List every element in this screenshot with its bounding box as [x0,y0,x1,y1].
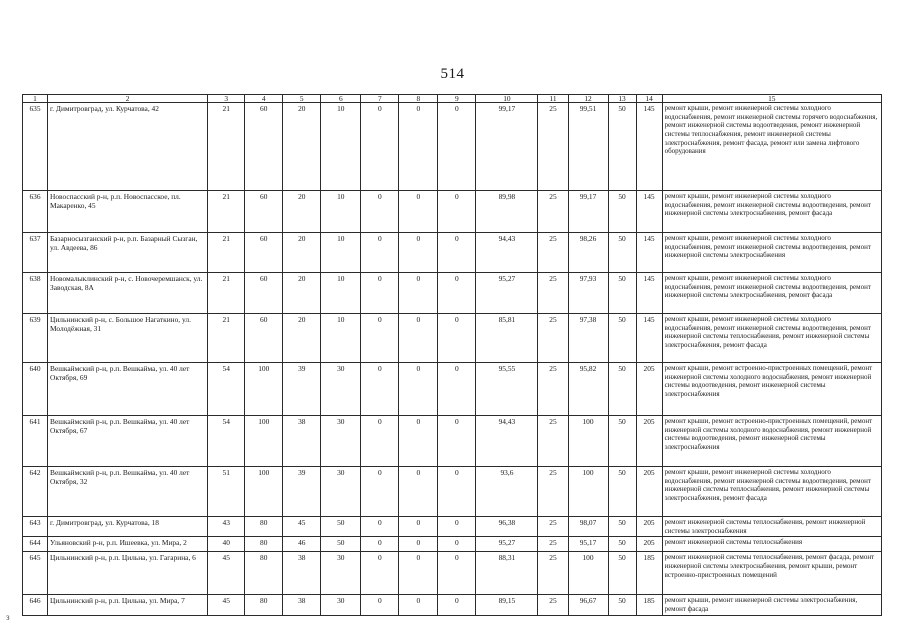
value-cell: 51 [208,467,245,517]
value-cell: 0 [438,191,476,233]
table-body [23,103,882,615]
row-number-cell: 646 [23,595,48,615]
value-cell: 40 [208,537,245,552]
value-cell: 100 [245,467,283,517]
value-cell: 95,55 [476,363,538,416]
value-cell: 60 [245,191,283,233]
value-cell: 0 [399,416,438,467]
value-cell: 185 [636,595,662,615]
value-cell: 0 [438,233,476,273]
value-cell: 10 [321,273,361,314]
value-cell: 25 [538,416,568,467]
address-cell: Цильнинский р-н, с. Большое Нагаткино, ул. Молодёжная, 31 [48,314,208,363]
value-cell: 0 [438,552,476,595]
value-cell: 38 [283,595,321,615]
address-cell: г. Димитровград, ул. Курчатова, 18 [48,517,208,537]
row-number-cell: 642 [23,467,48,517]
value-cell: 95,17 [568,537,608,552]
value-cell: 54 [208,363,245,416]
row-number-cell: 645 [23,552,48,595]
value-cell: 96,67 [568,595,608,615]
value-cell: 0 [438,517,476,537]
table-row [23,314,882,363]
works-cell: ремонт крыши, ремонт инженерной системы холодного водоснабжения, ремонт инженерной системы водоотведения, ремонт инженерной системы теплоснабжения, ремонт инженерной системы электроснабжения, ремонт фасада [662,314,881,363]
value-cell: 10 [321,233,361,273]
value-cell: 25 [538,517,568,537]
value-cell: 0 [399,103,438,191]
value-cell: 0 [399,233,438,273]
value-cell: 85,81 [476,314,538,363]
value-cell: 21 [208,233,245,273]
works-cell: ремонт крыши, ремонт инженерной системы холодного водоснабжения, ремонт инженерной системы водоотведения, ремонт инженерной системы электроснабжения, ремонт фасада [662,191,881,233]
address-cell: Новоспасский р-н, р.п. Новоспасское, пл. Макаренко, 45 [48,191,208,233]
column-header-7: 7 [361,95,399,103]
column-header-2: 2 [48,95,208,103]
value-cell: 45 [208,595,245,615]
value-cell: 0 [361,595,399,615]
value-cell: 54 [208,416,245,467]
value-cell: 50 [608,552,636,595]
value-cell: 145 [636,191,662,233]
row-number-cell: 644 [23,537,48,552]
table-row [23,467,882,517]
works-cell: ремонт крыши, ремонт инженерной системы холодного водоснабжения, ремонт инженерной системы водоотведения, ремонт инженерной системы электроснабжения, ремонт фасада [662,273,881,314]
value-cell: 50 [608,103,636,191]
column-header-1: 1 [23,95,48,103]
value-cell: 99,17 [476,103,538,191]
value-cell: 20 [283,103,321,191]
value-cell: 25 [538,595,568,615]
value-cell: 50 [608,314,636,363]
value-cell: 205 [636,363,662,416]
value-cell: 60 [245,233,283,273]
value-cell: 145 [636,233,662,273]
value-cell: 0 [361,191,399,233]
value-cell: 60 [245,103,283,191]
row-number-cell: 638 [23,273,48,314]
row-number-cell: 643 [23,517,48,537]
value-cell: 0 [361,517,399,537]
value-cell: 98,26 [568,233,608,273]
table-row [23,233,882,273]
value-cell: 0 [438,103,476,191]
value-cell: 20 [283,314,321,363]
value-cell: 0 [438,314,476,363]
value-cell: 25 [538,363,568,416]
row-number-cell: 635 [23,103,48,191]
value-cell: 60 [245,273,283,314]
address-cell: Цильнинский р-н, р.п. Цильна, ул. Мира, 7 [48,595,208,615]
value-cell: 97,38 [568,314,608,363]
row-number-cell: 639 [23,314,48,363]
value-cell: 96,38 [476,517,538,537]
value-cell: 80 [245,595,283,615]
value-cell: 100 [568,552,608,595]
value-cell: 0 [399,314,438,363]
value-cell: 100 [245,416,283,467]
value-cell: 0 [399,595,438,615]
address-cell: Базарносызганский р-н, р.п. Базарный Сызган, ул. Авдеева, 86 [48,233,208,273]
table-row [23,363,882,416]
address-cell: Вешкаймский р-н, р.п. Вешкайма, ул. 40 лет Октября, 67 [48,416,208,467]
value-cell: 50 [608,595,636,615]
value-cell: 0 [361,233,399,273]
value-cell: 145 [636,273,662,314]
value-cell: 30 [321,363,361,416]
value-cell: 99,51 [568,103,608,191]
value-cell: 25 [538,273,568,314]
value-cell: 80 [245,552,283,595]
value-cell: 205 [636,416,662,467]
address-cell: Ульяновский р-н, р.п. Ишеевка, ул. Мира, 2 [48,537,208,552]
table-row [23,191,882,233]
value-cell: 0 [399,191,438,233]
value-cell: 100 [245,363,283,416]
value-cell: 0 [361,273,399,314]
value-cell: 145 [636,103,662,191]
column-header-8: 8 [399,95,438,103]
value-cell: 21 [208,103,245,191]
value-cell: 98,07 [568,517,608,537]
value-cell: 50 [608,537,636,552]
column-header-3: 3 [208,95,245,103]
repair-registry-table [22,94,882,616]
value-cell: 50 [608,273,636,314]
value-cell: 50 [608,191,636,233]
value-cell: 95,82 [568,363,608,416]
value-cell: 88,31 [476,552,538,595]
value-cell: 0 [438,595,476,615]
value-cell: 10 [321,103,361,191]
works-cell: ремонт инженерной системы теплоснабжения, ремонт фасада, ремонт инженерной системы электроснабжения, ремонт крыши, ремонт встроенно-пристроенных помещений [662,552,881,595]
column-header-5: 5 [283,95,321,103]
works-cell: ремонт крыши, ремонт инженерной системы холодного водоснабжения, ремонт инженерной системы горячего водоснабжения, ремонт инженерной системы водоотведения, ремонт инженерной системы теплоснабжения, ремонт инженерной системы электроснабжения, ремонт фасада, ремонт или замена лифтового оборудования [662,103,881,191]
value-cell: 0 [438,416,476,467]
value-cell: 97,93 [568,273,608,314]
value-cell: 21 [208,314,245,363]
works-cell: ремонт крыши, ремонт встроенно-пристроенных помещений, ремонт инженерной системы холодного водоснабжения, ремонт инженерной системы водоотведения, ремонт инженерной системы электроснабжения [662,416,881,467]
column-header-10: 10 [476,95,538,103]
works-cell: ремонт инженерной системы теплоснабжения, ремонт инженерной системы электроснабжения [662,517,881,537]
value-cell: 50 [608,467,636,517]
value-cell: 30 [321,552,361,595]
margin-mark: з [6,612,10,622]
works-cell: ремонт инженерной системы теплоснабжения [662,537,881,552]
value-cell: 25 [538,552,568,595]
value-cell: 100 [568,416,608,467]
value-cell: 80 [245,517,283,537]
value-cell: 50 [608,416,636,467]
value-cell: 25 [538,314,568,363]
address-cell: Новомалыклинский р-н, с. Новочеремшанск, ул. Заводская, 8А [48,273,208,314]
value-cell: 39 [283,363,321,416]
value-cell: 205 [636,537,662,552]
column-header-6: 6 [321,95,361,103]
value-cell: 21 [208,191,245,233]
address-cell: Цильнинский р-н, р.п. Цильна, ул. Гагарина, 6 [48,552,208,595]
value-cell: 0 [438,537,476,552]
value-cell: 38 [283,552,321,595]
table-header-row [23,95,882,103]
column-header-9: 9 [438,95,476,103]
value-cell: 50 [321,517,361,537]
table-row [23,537,882,552]
value-cell: 0 [361,467,399,517]
value-cell: 0 [361,314,399,363]
value-cell: 89,15 [476,595,538,615]
value-cell: 39 [283,467,321,517]
value-cell: 25 [538,103,568,191]
value-cell: 30 [321,416,361,467]
table-row [23,552,882,595]
table-row [23,595,882,615]
row-number-cell: 636 [23,191,48,233]
value-cell: 0 [361,363,399,416]
value-cell: 0 [399,517,438,537]
value-cell: 99,17 [568,191,608,233]
value-cell: 0 [399,273,438,314]
row-number-cell: 641 [23,416,48,467]
value-cell: 0 [438,467,476,517]
value-cell: 95,27 [476,273,538,314]
value-cell: 25 [538,191,568,233]
value-cell: 25 [538,233,568,273]
column-header-13: 13 [608,95,636,103]
column-header-4: 4 [245,95,283,103]
value-cell: 50 [608,517,636,537]
value-cell: 50 [608,363,636,416]
value-cell: 0 [399,552,438,595]
value-cell: 95,27 [476,537,538,552]
address-cell: Вешкаймский р-н, р.п. Вешкайма, ул. 40 лет Октября, 32 [48,467,208,517]
value-cell: 0 [361,552,399,595]
value-cell: 25 [538,537,568,552]
value-cell: 0 [361,537,399,552]
value-cell: 43 [208,517,245,537]
value-cell: 60 [245,314,283,363]
row-number-cell: 637 [23,233,48,273]
works-cell: ремонт крыши, ремонт встроенно-пристроенных помещений, ремонт инженерной системы холодного водоснабжения, ремонт инженерной системы водоотведения, ремонт инженерной системы электроснабжения [662,363,881,416]
value-cell: 205 [636,517,662,537]
value-cell: 46 [283,537,321,552]
value-cell: 0 [438,273,476,314]
works-cell: ремонт крыши, ремонт инженерной системы электроснабжения, ремонт фасада [662,595,881,615]
value-cell: 94,43 [476,416,538,467]
value-cell: 50 [608,233,636,273]
value-cell: 30 [321,467,361,517]
value-cell: 10 [321,314,361,363]
value-cell: 205 [636,467,662,517]
column-header-14: 14 [636,95,662,103]
address-cell: Вешкаймский р-н, р.п. Вешкайма, ул. 40 лет Октября, 69 [48,363,208,416]
column-header-12: 12 [568,95,608,103]
table-row [23,273,882,314]
value-cell: 100 [568,467,608,517]
value-cell: 145 [636,314,662,363]
address-cell: г. Димитровград, ул. Курчатова, 42 [48,103,208,191]
value-cell: 0 [399,363,438,416]
value-cell: 0 [399,537,438,552]
value-cell: 45 [208,552,245,595]
column-header-15: 15 [662,95,881,103]
value-cell: 50 [321,537,361,552]
row-number-cell: 640 [23,363,48,416]
value-cell: 0 [399,467,438,517]
page-number: 514 [440,66,465,82]
works-cell: ремонт крыши, ремонт инженерной системы холодного водоснабжения, ремонт инженерной системы водоотведения, ремонт инженерной системы электроснабжения [662,233,881,273]
value-cell: 20 [283,191,321,233]
table-row [23,517,882,537]
value-cell: 45 [283,517,321,537]
column-header-11: 11 [538,95,568,103]
value-cell: 38 [283,416,321,467]
value-cell: 21 [208,273,245,314]
value-cell: 94,43 [476,233,538,273]
table-row [23,416,882,467]
value-cell: 0 [438,363,476,416]
value-cell: 20 [283,233,321,273]
table-row [23,103,882,191]
value-cell: 89,98 [476,191,538,233]
value-cell: 30 [321,595,361,615]
value-cell: 10 [321,191,361,233]
value-cell: 93,6 [476,467,538,517]
value-cell: 185 [636,552,662,595]
value-cell: 20 [283,273,321,314]
value-cell: 0 [361,416,399,467]
value-cell: 25 [538,467,568,517]
value-cell: 80 [245,537,283,552]
value-cell: 0 [361,103,399,191]
works-cell: ремонт крыши, ремонт инженерной системы холодного водоснабжения, ремонт инженерной системы водоотведения, ремонт инженерной системы теплоснабжения, ремонт инженерной системы электроснабжения, ремонт фасада [662,467,881,517]
